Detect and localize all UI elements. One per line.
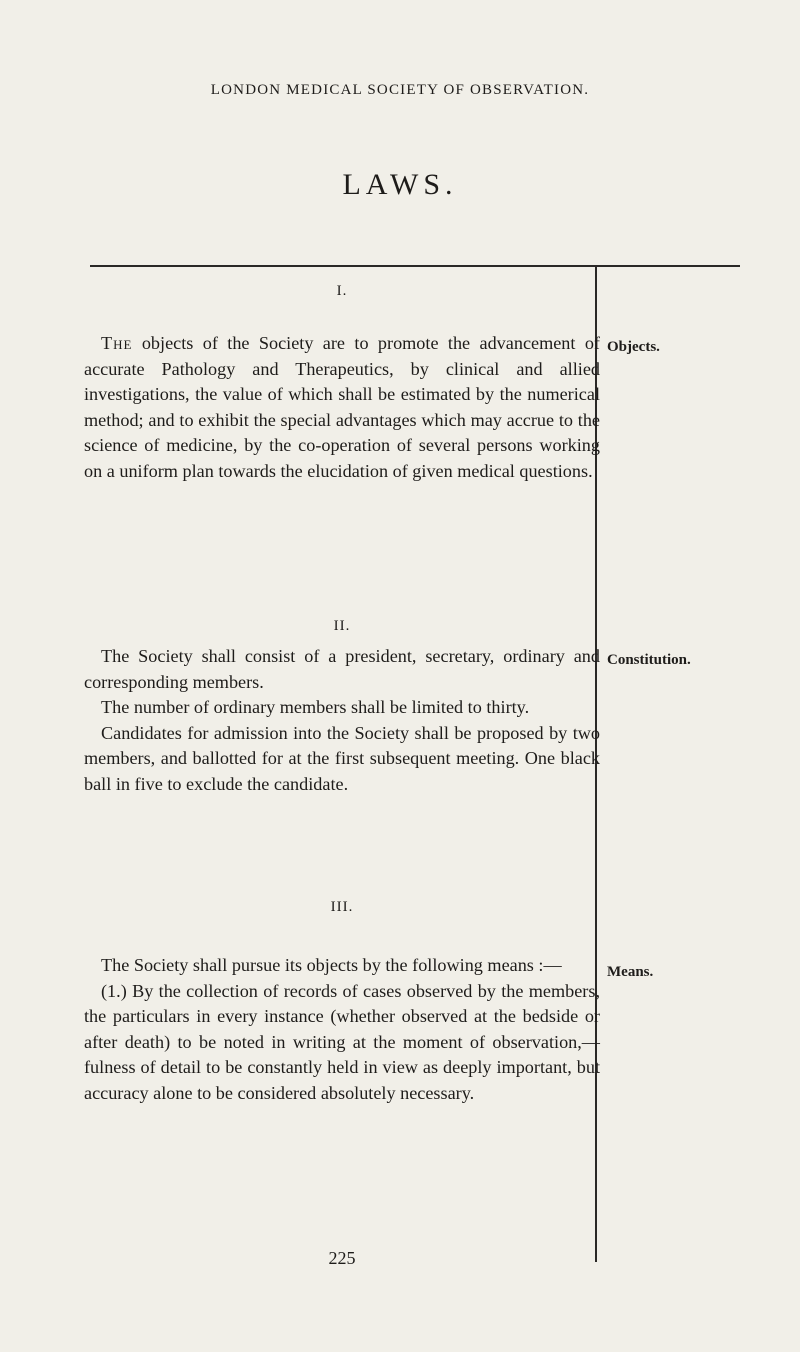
section-1-body: [84, 331, 600, 485]
page-title: LAWS.: [342, 168, 458, 201]
section-2-marginal-note: Constitution.: [607, 652, 691, 668]
section-2-paragraph-1: The Society shall consist of a president, secretary, ordinary and corresponding members.: [84, 646, 600, 692]
section-3-body: [84, 953, 600, 1107]
section-2-numeral: II.: [333, 618, 351, 634]
section-3-paragraph-1: The Society shall pursue its objects by the following means :—: [101, 955, 562, 975]
section-2-body: [84, 644, 600, 798]
section-2-paragraph-3: Candidates for admission into the Society shall be proposed by two members, and ballotted for at the first subsequent meeting. One black ball in five to exclude the candidate.: [84, 722, 600, 794]
section-3-paragraph-2: (1.) By the collection of records of cases observed by the members, the particulars in every instance (whether observed at the bedside or after death) to be noted in writing at the moment of observation,—fulness of detail to be constantly held in view as deeply important, but accuracy alone to be considered absolutely necessary.: [84, 980, 600, 1103]
section-1-paragraph-1-text: objects of the Society are to promote the advancement of accurate Pathology and Therapeutics, by clinical and allied investigations, the value of which shall be estimated by the numerical method; and to exhibit the special advantages which may accrue to the science of medicine, by the co-operation of several persons working on a uniform plan towards the elucidation of given medical questions.: [84, 333, 600, 481]
section-1-paragraph-1: [84, 331, 600, 485]
section-3-marginal-note: Means.: [607, 964, 654, 980]
section-1-lead-word: The: [101, 333, 133, 353]
section-3-numeral: III.: [330, 899, 354, 915]
title-rule: [90, 265, 740, 267]
running-head: LONDON MEDICAL SOCIETY OF OBSERVATION.: [210, 82, 590, 98]
section-1-numeral: I.: [336, 283, 348, 299]
page-number: 225: [328, 1248, 356, 1268]
section-2-paragraph-2: The number of ordinary members shall be limited to thirty.: [101, 697, 530, 718]
section-1-marginal-note: Objects.: [607, 339, 660, 355]
